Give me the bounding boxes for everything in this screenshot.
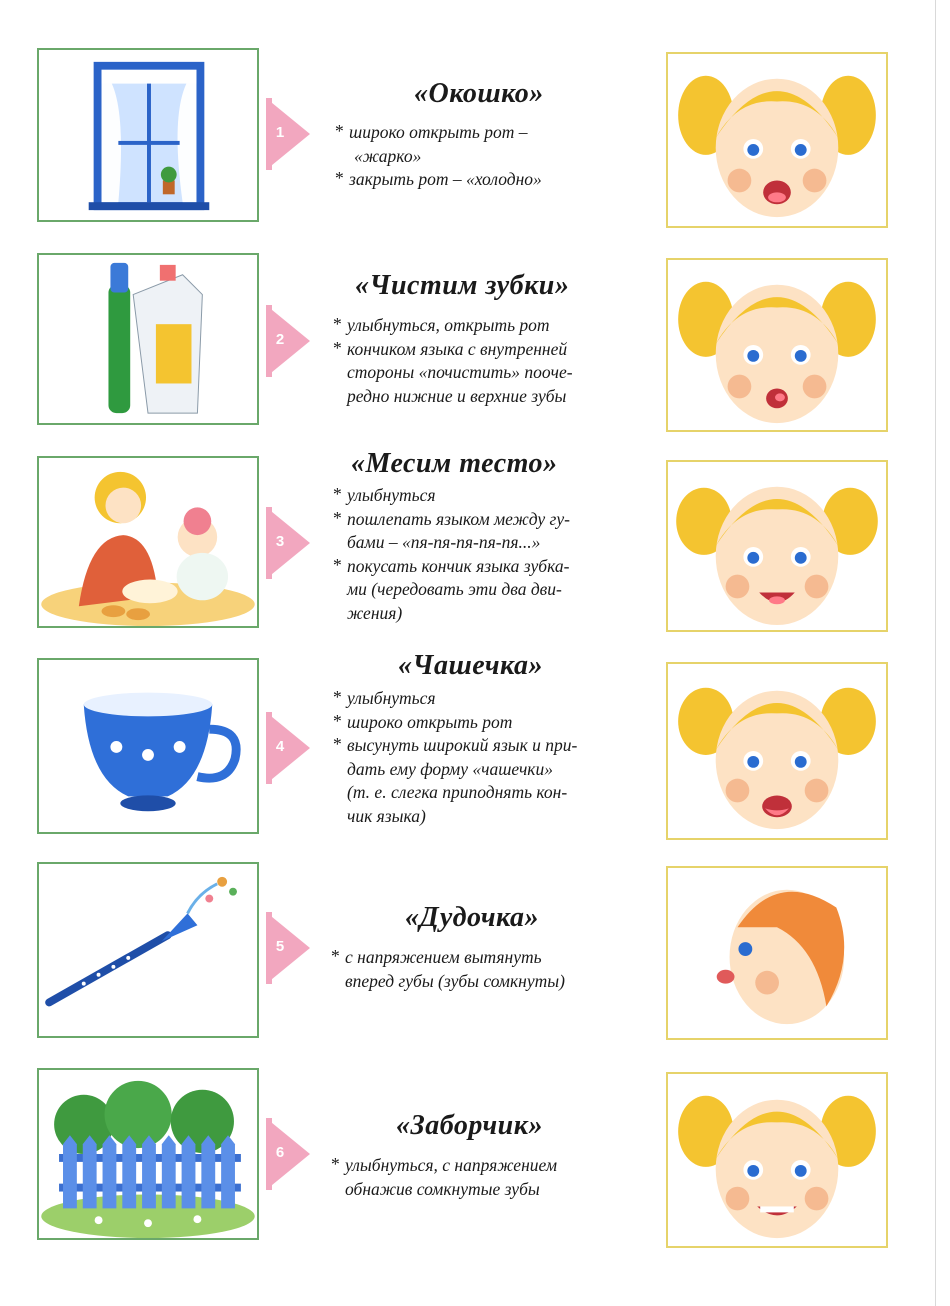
instruction-list-3 [333, 484, 570, 625]
mother-baby-dough-icon [39, 458, 257, 626]
face-frame-1 [666, 52, 888, 228]
step-number-1: 1 [275, 124, 285, 141]
exercise-title-1: «Окошко» [414, 78, 544, 109]
step-marker-4 [266, 712, 310, 784]
girl-face-smile-icon [668, 462, 886, 630]
step-marker-5 [266, 912, 310, 984]
toothbrush-toothpaste-icon [39, 255, 257, 423]
picture-frame-1 [37, 48, 259, 222]
instruction-list-5 [331, 946, 565, 993]
instruction-list-1 [335, 121, 542, 192]
instruction-item: * кончиком языка с внутренней стороны «почистить» поoче- редно нижние и верхние зубы [333, 338, 573, 409]
picture-frame-3 [37, 456, 259, 628]
blue-cup-icon [39, 660, 257, 832]
face-frame-4 [666, 662, 888, 840]
step-number-5: 5 [275, 938, 285, 955]
step-marker-3 [266, 507, 310, 579]
face-frame-6 [666, 1072, 888, 1248]
girl-profile-lips-icon [668, 868, 886, 1038]
instruction-item: * покусать кончик языка зубка- ми (чередовать эти два дви- жения) [333, 555, 570, 626]
exercise-title-4: «Чашечка» [398, 650, 544, 681]
exercise-title-5: «Дудочка» [405, 902, 540, 933]
step-number-4: 4 [275, 738, 285, 755]
instruction-item: * высунуть широкий язык и при- дать ему форму «чашечки» (т. е. слегка приподнять кон- чик языка) [333, 734, 577, 828]
step-number-3: 3 [275, 533, 285, 550]
picture-frame-5 [37, 862, 259, 1038]
exercise-title-6: «Заборчик» [396, 1110, 543, 1141]
girl-face-cup-tongue-icon [668, 664, 886, 838]
instruction-list-2 [333, 314, 573, 408]
instruction-item: * улыбнуться, с напряжением обнажив сомкнутые зубы [331, 1154, 557, 1201]
step-marker-1 [266, 98, 310, 170]
face-frame-2 [666, 258, 888, 432]
girl-face-teeth-icon [668, 1074, 886, 1246]
instruction-item: * пошлепать языком между гу- бами – «пя-пя-пя-пя-пя...» [333, 508, 570, 555]
face-frame-5 [666, 866, 888, 1040]
instruction-item: * широко открыть рот [333, 711, 577, 735]
girl-face-tongue-icon [668, 260, 886, 430]
instruction-list-4 [333, 687, 577, 828]
instruction-item: * улыбнуться, открыть рот [333, 314, 573, 338]
fence-bushes-icon [39, 1070, 257, 1238]
exercise-title-3: «Месим тесто» [351, 448, 558, 479]
page-edge-line [935, 0, 936, 1306]
step-marker-2 [266, 305, 310, 377]
instruction-item: * закрыть рот – «холодно» [335, 168, 542, 192]
picture-frame-4 [37, 658, 259, 834]
window-icon [39, 50, 257, 220]
exercise-title-2: «Чистим зубки» [355, 270, 570, 301]
girl-face-mouth-open-icon [668, 54, 886, 226]
flute-music-icon [39, 864, 257, 1036]
instruction-item: * улыбнуться [333, 687, 577, 711]
picture-frame-6 [37, 1068, 259, 1240]
step-marker-6 [266, 1118, 310, 1190]
face-frame-3 [666, 460, 888, 632]
instruction-item: * с напряжением вытянуть вперед губы (зубы сомкнуты) [331, 946, 565, 993]
step-number-2: 2 [275, 331, 285, 348]
picture-frame-2 [37, 253, 259, 425]
instruction-item: * улыбнуться [333, 484, 570, 508]
step-number-6: 6 [275, 1144, 285, 1161]
instruction-item: * широко открыть рот – «жарко» [335, 121, 542, 168]
instruction-list-6 [331, 1154, 557, 1201]
